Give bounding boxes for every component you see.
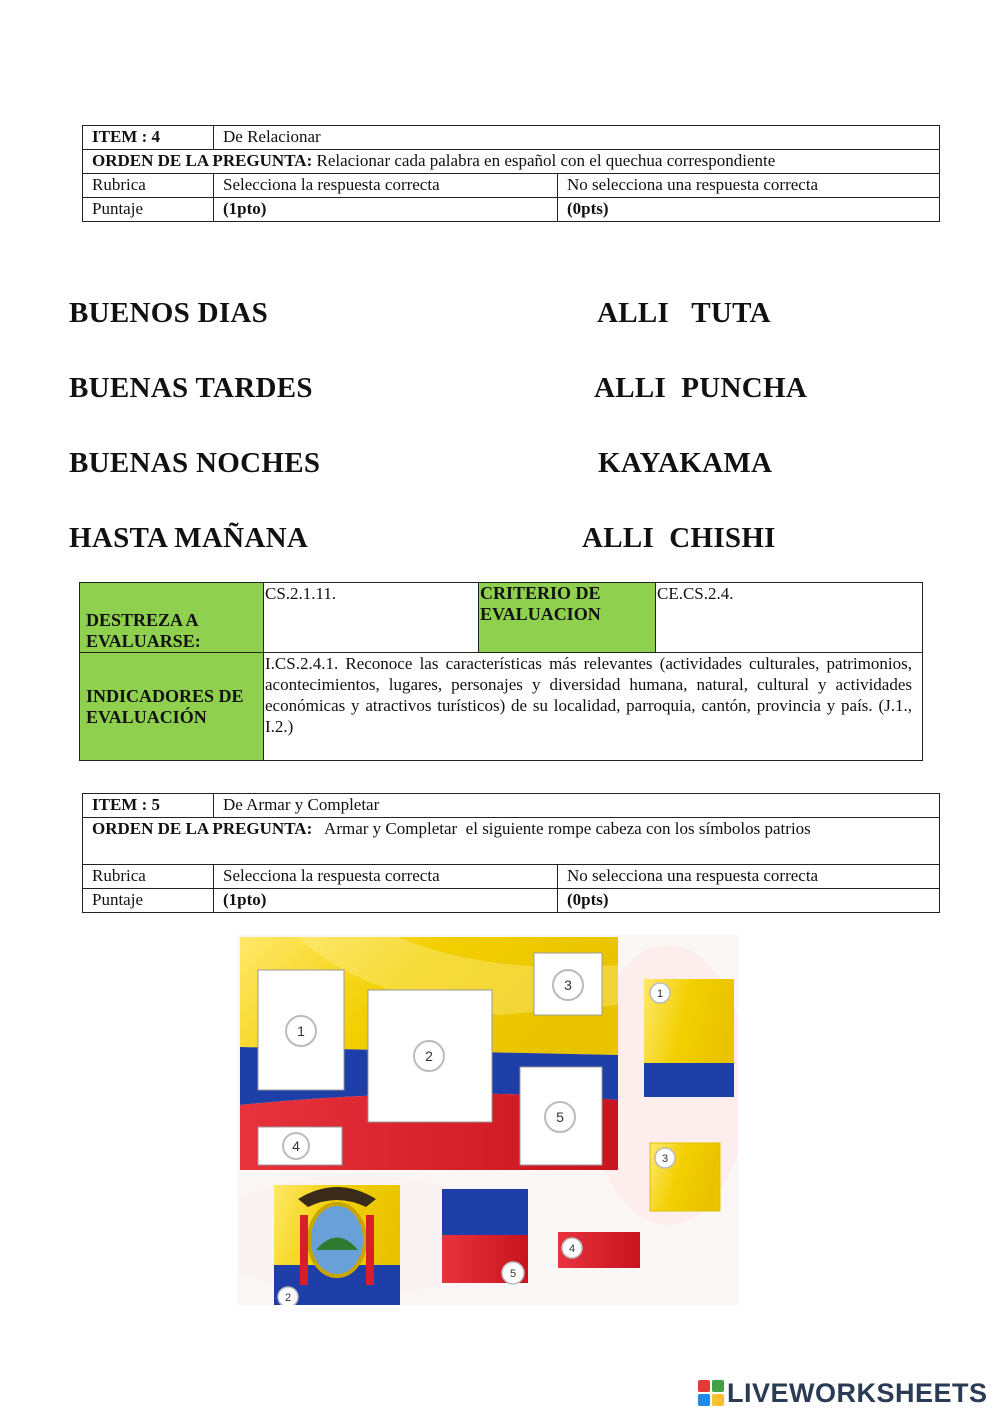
item5-orden-label: ORDEN DE LA PREGUNTA: <box>92 819 313 838</box>
puzzle-slot-4[interactable] <box>258 1127 342 1165</box>
spanish-word-3[interactable]: BUENAS NOCHES <box>69 447 321 479</box>
piece-4-number: 4 <box>568 1243 576 1255</box>
item5-rubrica-correct: Selecciona la respuesta correcta <box>214 865 558 889</box>
item4-puntaje-correct: (1pto) <box>214 198 558 222</box>
item5-rubrica-label: Rubrica <box>83 865 214 889</box>
liveworksheets-logo-icon <box>698 1380 724 1406</box>
item4-puntaje-label: Puntaje <box>83 198 214 222</box>
destreza-label: DESTREZA A EVALUARSE: <box>80 583 264 653</box>
puzzle-piece-5[interactable] <box>442 1189 528 1284</box>
puzzle-slot-3[interactable] <box>534 953 602 1015</box>
item5-puntaje-incorrect: (0pts) <box>558 889 940 913</box>
puzzle-slot-5[interactable] <box>520 1067 602 1165</box>
item4-orden-text: Relacionar cada palabra en español con el quechua correspondiente <box>312 151 776 170</box>
puzzle-slot-1[interactable] <box>258 970 344 1090</box>
item5-puntaje-label: Puntaje <box>83 889 214 913</box>
puzzle-piece-4[interactable] <box>558 1232 640 1268</box>
item4-table <box>82 125 940 222</box>
quechua-word-3[interactable]: KAYAKAMA <box>598 447 773 479</box>
slot-2-number: 2 <box>425 1048 433 1064</box>
slot-1-number: 1 <box>297 1023 305 1039</box>
item4-rubrica-incorrect: No selecciona una respuesta correcta <box>558 174 940 198</box>
item5-type: De Armar y Completar <box>214 794 940 818</box>
quechua-word-1[interactable]: ALLI TUTA <box>597 297 771 329</box>
criterio-label: CRITERIO DE EVALUACION <box>479 583 656 653</box>
puzzle-slot-2[interactable] <box>368 990 492 1122</box>
item4-label: ITEM : 4 <box>83 126 214 150</box>
puzzle-piece-2[interactable] <box>274 1185 400 1305</box>
item4-type: De Relacionar <box>214 126 940 150</box>
criterio-code: CE.CS.2.4. <box>656 583 923 653</box>
piece-2-number: 2 <box>284 1292 292 1304</box>
item5-table <box>82 793 940 913</box>
item4-puntaje-incorrect: (0pts) <box>558 198 940 222</box>
spanish-word-4[interactable]: HASTA MAÑANA <box>69 522 309 554</box>
piece-1-number: 1 <box>656 988 664 1000</box>
flag-puzzle[interactable] <box>238 935 738 1305</box>
spanish-word-1[interactable]: BUENOS DIAS <box>69 297 269 329</box>
quechua-word-4[interactable]: ALLI CHISHI <box>582 522 776 554</box>
item4-orden <box>83 150 940 174</box>
destreza-code: CS.2.1.11. <box>264 583 479 653</box>
slot-3-number: 3 <box>564 977 572 993</box>
indicadores-text: I.CS.2.4.1. Reconoce las características más relevantes (actividades culturales, patrimonios, acontecimientos, lugares, personajes y diversidad humana, natural, cultural y actividades económicas y atractivos turísticos) de su localidad, parroquia, cantón, provincia y país. (J.1., I.2.) <box>264 653 923 761</box>
item5-orden-text: Armar y Completar el siguiente rompe cabeza con los símbolos patrios <box>312 819 811 838</box>
slot-4-number: 4 <box>292 1138 300 1154</box>
liveworksheets-watermark <box>698 1377 988 1409</box>
item4-orden-label: ORDEN DE LA PREGUNTA: <box>92 151 313 170</box>
criteria-table <box>79 582 923 761</box>
indicadores-label: INDICADORES DE EVALUACIÓN <box>80 653 264 761</box>
item5-label: ITEM : 5 <box>83 794 214 818</box>
slot-5-number: 5 <box>556 1109 564 1125</box>
item4-rubrica-correct: Selecciona la respuesta correcta <box>214 174 558 198</box>
piece-3-number: 3 <box>661 1153 669 1165</box>
item5-puntaje-correct: (1pto) <box>214 889 558 913</box>
liveworksheets-text: LIVEWORKSHEETS <box>727 1377 988 1408</box>
puzzle-piece-1[interactable] <box>644 979 734 1097</box>
item5-orden <box>83 818 940 865</box>
puzzle-piece-3[interactable] <box>650 1143 720 1211</box>
quechua-word-2[interactable]: ALLI PUNCHA <box>594 372 808 404</box>
flag-puzzle-canvas <box>238 935 738 1305</box>
item5-rubrica-incorrect: No selecciona una respuesta correcta <box>558 865 940 889</box>
piece-5-number: 5 <box>509 1268 517 1280</box>
item4-rubrica-label: Rubrica <box>83 174 214 198</box>
spanish-word-2[interactable]: BUENAS TARDES <box>69 372 313 404</box>
